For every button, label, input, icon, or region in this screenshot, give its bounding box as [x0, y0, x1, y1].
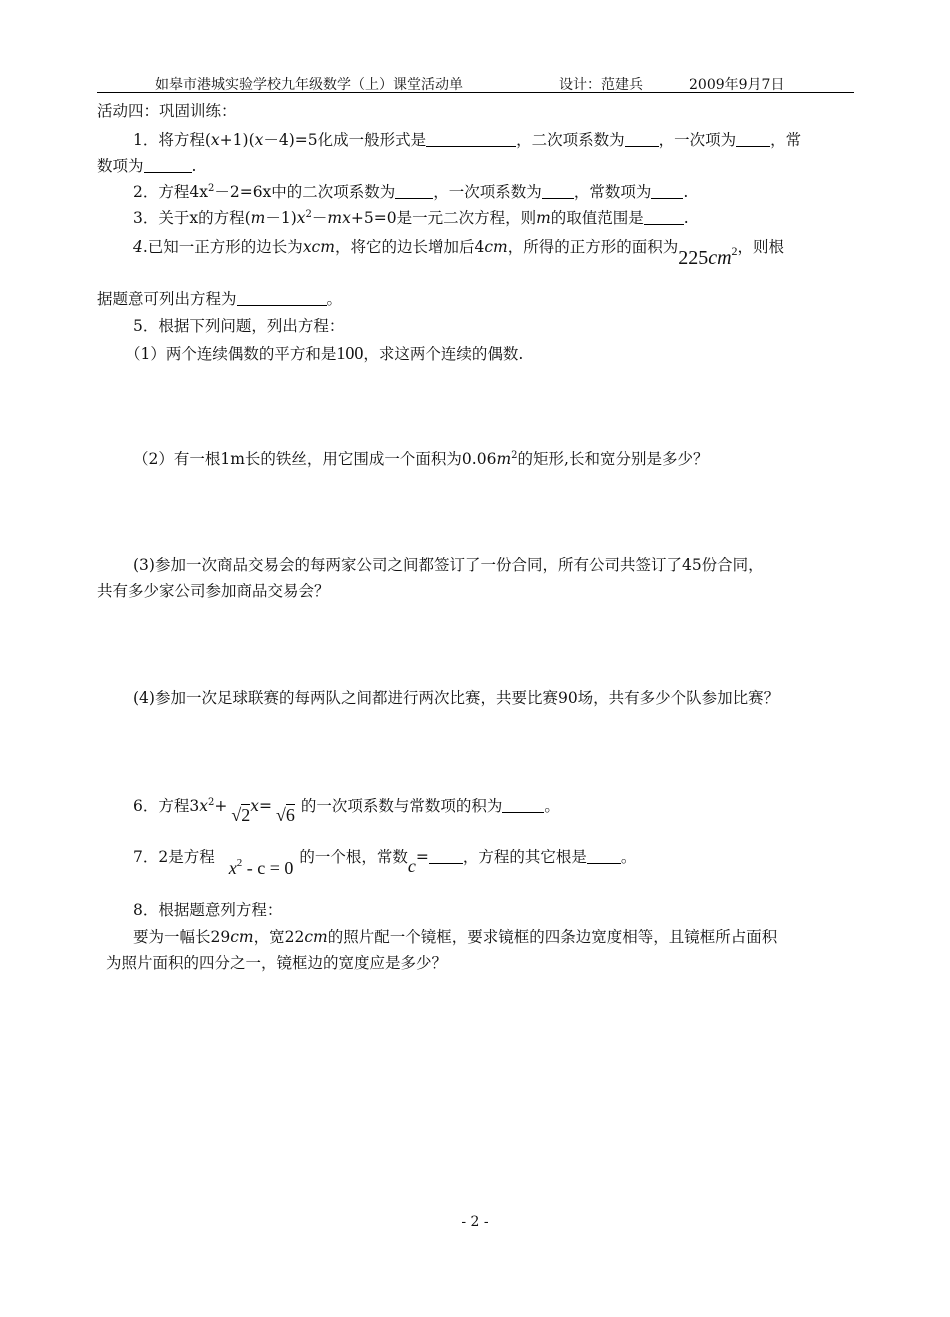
- question-5-title: 5．根据下列问题，列出方程：: [133, 317, 345, 335]
- answer-blank[interactable]: [429, 847, 463, 864]
- page-number: - 2 -: [461, 1214, 489, 1230]
- question-3: 3．关于x的方程$(m-1)x^2-mx+5=0$是一元二次方程，则m的取值范围是 .: [133, 209, 689, 227]
- answer-blank[interactable]: [587, 847, 621, 864]
- answer-blank[interactable]: [144, 156, 192, 173]
- answer-blank[interactable]: [651, 182, 683, 199]
- answer-blank[interactable]: [395, 182, 433, 199]
- question-4-line-2: 据题意可列出方程为 。: [97, 290, 343, 308]
- header-date: 2009年9月7日: [689, 77, 785, 93]
- page-header: [97, 72, 854, 93]
- answer-blank[interactable]: [625, 130, 659, 147]
- question-1-line-1: 1．将方程(x+1)(x－4)=5化成一般形式是 ，二次项系数为 ，一次项为 ，常: [133, 131, 802, 149]
- sqrt-2: √2: [231, 805, 251, 825]
- question-5-part-2: （2）有一根1m长的铁丝，用它围成一个面积为$0.06m^2$的矩形,长和宽分别是多少？: [133, 450, 709, 468]
- question-4-line-1: 4.已知一正方形的边长为xcm，将它的边长增加后4cm，所得的正方形的面积为$225cm^2$，则根: [133, 238, 785, 269]
- section-title: 活动四：巩固训练：: [97, 102, 237, 120]
- answer-blank[interactable]: [502, 796, 544, 813]
- question-8-line-2: 为照片面积的四分之一，镜框边的宽度应是多少？: [106, 954, 448, 972]
- answer-blank[interactable]: [736, 130, 770, 147]
- question-8-title: 8．根据题意列方程：: [133, 901, 283, 919]
- header-school: 如皋市港城实验学校九年级数学（上）课堂活动单: [155, 77, 463, 93]
- question-5-part-4: (4)参加一次足球联赛的每两队之间都进行两次比赛，共要比赛90场，共有多少个队参加比赛？: [133, 689, 780, 707]
- question-8-line-1: 要为一幅长29cm，宽22cm的照片配一个镜框，要求镜框的四条边宽度相等，且镜框所占面积: [133, 928, 778, 946]
- question-6: 6．方程$3x^2+ √2x= √6$ 的一次项系数与常数项的积为 。: [133, 797, 560, 825]
- equation-x2-minus-c: $x^2 - c = 0$: [228, 857, 294, 878]
- answer-blank[interactable]: [644, 208, 684, 225]
- question-7: 7．2是方程$x^2 - c = 0$的一个根，常数c= ，方程的其它根是 。: [133, 848, 637, 878]
- header-designer: 设计：范建兵: [559, 77, 643, 93]
- sqrt-6: √6: [276, 805, 295, 825]
- question-5-part-3-line-1: (3)参加一次商品交易会的每两家公司之间都签订了一份合同，所有公司共签订了45份合同，: [133, 556, 764, 574]
- question-2: 2．方程$4x^2-2=6x$中的二次项系数为 ，一次项系数为 ，常数项为 .: [133, 183, 689, 201]
- answer-blank[interactable]: [237, 289, 327, 306]
- answer-blank[interactable]: [426, 130, 516, 147]
- question-5-part-3-line-2: 共有多少家公司参加商品交易会？: [97, 582, 330, 600]
- area-formula: $225cm^2$: [678, 244, 738, 269]
- question-5-part-1: （1）两个连续偶数的平方和是100，求这两个连续的偶数.: [125, 343, 524, 363]
- answer-blank[interactable]: [542, 182, 574, 199]
- question-1-line-2: 数项为 .: [97, 157, 197, 175]
